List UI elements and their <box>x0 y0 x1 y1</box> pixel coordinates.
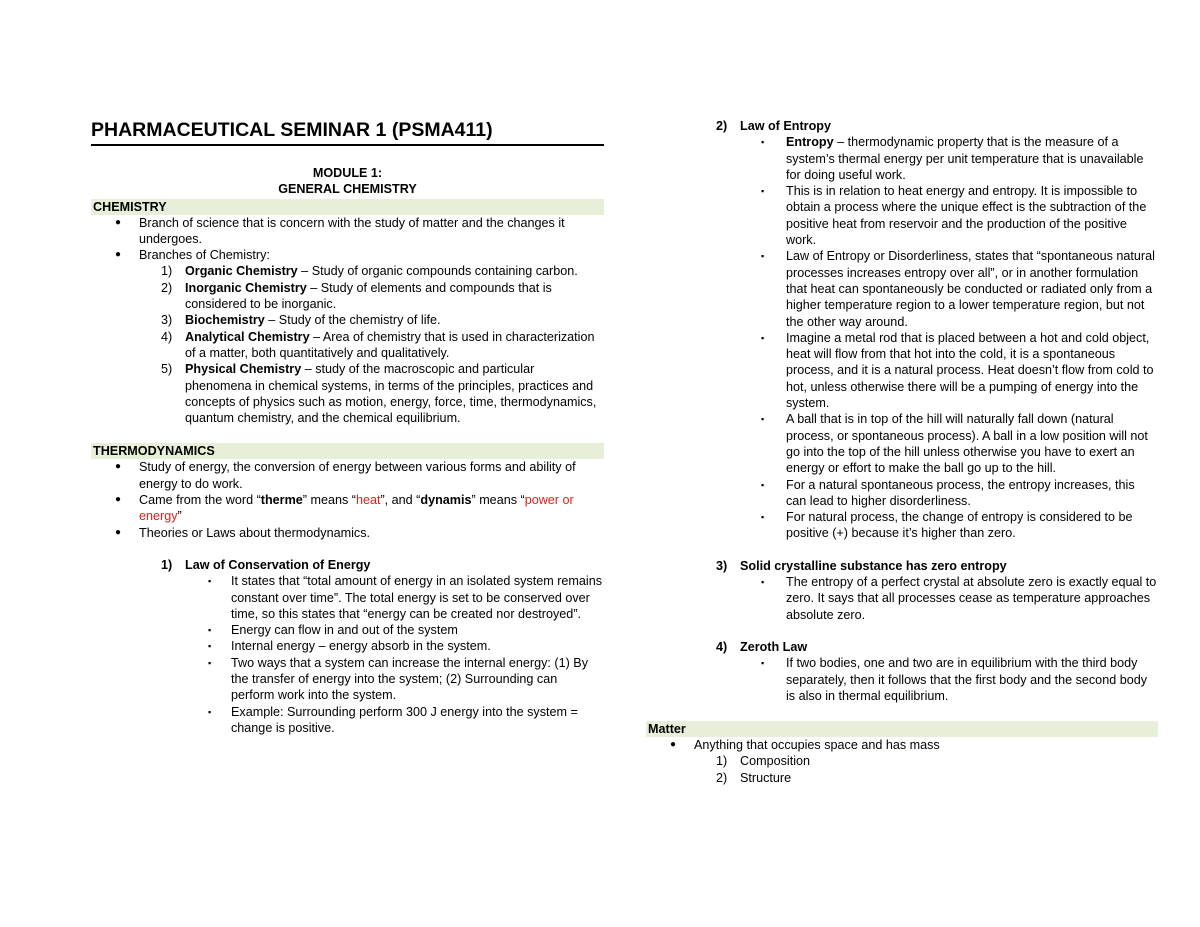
list-item <box>91 459 604 492</box>
list-item <box>646 134 1158 183</box>
item-text: Study of energy, the conversion of energy between various forms and ability of energy to do work. <box>139 460 576 491</box>
left-column <box>91 118 604 736</box>
item-text: Law of Entropy or Disorderliness, states that “spontaneous natural processes increases entropy over all”, or in another formulation that heat can spontaneously be conducted or radiated only from a higher temperature region to a lower temperature region, but not the other way around. <box>786 249 1155 329</box>
item-text: Theories or Laws about thermodynamics. <box>139 525 370 540</box>
list-item <box>91 361 604 426</box>
law-title: Solid crystalline substance has zero entropy <box>740 558 1007 573</box>
square-bullet-icon: ▪ <box>208 576 212 587</box>
item-number: 2) <box>716 770 728 785</box>
item-number: 3) <box>716 558 728 573</box>
list-item <box>91 492 604 525</box>
item-text: For natural process, the change of entropy is considered to be positive (+) because it’s higher than zero. <box>786 510 1133 541</box>
item-text: Composition <box>740 754 810 769</box>
list-item <box>646 509 1158 542</box>
law-heading <box>646 639 1158 655</box>
list-item <box>646 248 1158 329</box>
entropy-term: Entropy <box>786 135 834 150</box>
matter-heading: Matter <box>646 721 1158 737</box>
square-bullet-icon: ▪ <box>208 706 212 717</box>
list-item <box>91 525 604 541</box>
item-text: Branch of science that is concern with the study of matter and the changes it undergoes. <box>139 215 565 246</box>
round-bullet-icon: ● <box>115 461 122 473</box>
item-number: 3) <box>161 313 173 328</box>
square-bullet-icon: ▪ <box>761 186 765 197</box>
text-part: Came from the word “ <box>139 493 261 508</box>
chemistry-heading: CHEMISTRY <box>91 199 604 215</box>
square-bullet-icon: ▪ <box>208 641 212 652</box>
law-heading <box>646 118 1158 134</box>
text-part: ” <box>177 509 182 524</box>
branch-desc: – Study of elements and compounds that is considered to be inorganic. <box>185 280 552 312</box>
round-bullet-icon: ● <box>115 494 122 506</box>
item-text: Imagine a metal rod that is placed between a hot and cold object, heat will flow from that hot into the cold, it is a spontaneous process, and it is a natural process. Heat doesn’t flow from cold to hot, unless otherwise there will be a pumping of energy into the system. <box>786 330 1154 411</box>
square-bullet-icon: ▪ <box>761 512 765 523</box>
text-part: ” means “ <box>471 493 525 508</box>
list-item <box>91 312 604 328</box>
term-heat: heat <box>355 493 381 508</box>
item-text: This is in relation to heat energy and entropy. It is impossible to obtain a process where the unique effect is the subtraction of the positive heat from reservoir and the production of the positive work. <box>786 184 1147 248</box>
thermodynamics-heading: THERMODYNAMICS <box>91 443 604 459</box>
list-item <box>91 280 604 313</box>
law-heading <box>91 557 604 573</box>
list-item <box>91 215 604 248</box>
list-item <box>646 655 1158 704</box>
branch-desc: – Area of chemistry that is used in characterization of a matter, both quantitatively and qualitatively. <box>185 329 595 360</box>
item-text: Branches of Chemistry: <box>139 248 270 263</box>
square-bullet-icon: ▪ <box>761 251 765 262</box>
list-item <box>646 330 1158 411</box>
module-number: MODULE 1: <box>312 166 383 180</box>
document-title: PHARMACEUTICAL SEMINAR 1 (PSMA411) <box>91 118 604 146</box>
item-number: 1) <box>161 264 173 279</box>
item-text: Energy can flow in and out of the system <box>231 623 458 638</box>
list-item <box>91 329 604 362</box>
term-dynamis: dynamis <box>420 493 472 508</box>
list-item <box>91 247 604 263</box>
entropy-desc: – thermodynamic property that is the measure of a system’s thermal energy per unit temperature that is unavailable for doing useful work. <box>786 135 1144 182</box>
branch-desc: – Study of organic compounds containing carbon. <box>297 264 578 279</box>
square-bullet-icon: ▪ <box>761 332 765 343</box>
branch-term: Analytical Chemistry <box>185 329 310 344</box>
item-text: Internal energy – energy absorb in the system. <box>231 639 491 654</box>
branch-desc: – Study of the chemistry of life. <box>264 313 441 328</box>
branch-desc: – study of the macroscopic and particular phenomena in chemical systems, in terms of the principles, practices and concepts of physics such as motion, energy, force, time, thermodynamics, quantum chemistry, and the chemical equilibrium. <box>185 362 597 426</box>
term-therme: therme <box>260 493 303 508</box>
item-text: If two bodies, one and two are in equilibrium with the third body separately, then it follows that the first body and the second body is also in thermal equilibrium. <box>786 656 1148 703</box>
item-number: 1) <box>716 754 728 769</box>
list-item <box>646 753 1158 769</box>
branch-term: Inorganic Chemistry <box>185 280 307 295</box>
branch-term: Organic Chemistry <box>185 264 298 279</box>
list-item <box>646 477 1158 510</box>
list-item <box>646 737 1158 753</box>
right-column <box>646 118 1158 786</box>
item-text: Two ways that a system can increase the internal energy: (1) By the transfer of energy into the system; (2) Surrounding can perform work into the system. <box>231 655 588 703</box>
square-bullet-icon: ▪ <box>761 414 765 425</box>
item-text: Example: Surrounding perform 300 J energy into the system = change is positive. <box>231 704 578 735</box>
list-item <box>91 622 604 638</box>
item-text: The entropy of a perfect crystal at absolute zero is exactly equal to zero. It says that all processes cease as temperature approaches absolute zero. <box>786 575 1157 622</box>
square-bullet-icon: ▪ <box>761 479 765 490</box>
module-name: GENERAL CHEMISTRY <box>278 182 417 197</box>
square-bullet-icon: ▪ <box>208 625 212 636</box>
list-item <box>91 655 604 704</box>
law-title: Zeroth Law <box>740 639 808 654</box>
item-text: Structure <box>740 770 792 785</box>
square-bullet-icon: ▪ <box>761 577 765 588</box>
list-item <box>646 183 1158 248</box>
item-number: 4) <box>716 639 728 654</box>
round-bullet-icon: ● <box>115 526 122 538</box>
list-item <box>91 573 604 622</box>
list-item <box>646 411 1158 476</box>
item-text: For a natural spontaneous process, the entropy increases, this can lead to higher disorderliness. <box>786 477 1135 508</box>
item-text: It states that “total amount of energy in an isolated system remains constant over time”. The total energy is set to be conserved over time, so this states that “energy can be created nor destroyed”. <box>231 574 602 621</box>
list-item <box>646 770 1158 786</box>
item-number: 2) <box>161 280 173 295</box>
item-text: A ball that is in top of the hill will naturally fall down (natural process, or spontaneous process). A ball in a low position will not go into the top of the hill unless otherwise you have to exert an energy or effort to make the ball go up to the hill. <box>786 412 1148 476</box>
round-bullet-icon: ● <box>670 739 677 751</box>
item-number: 4) <box>161 329 173 344</box>
list-item <box>91 638 604 654</box>
square-bullet-icon: ▪ <box>208 657 212 668</box>
item-number: 5) <box>161 362 173 377</box>
branch-term: Physical Chemistry <box>185 362 302 377</box>
item-text: Anything that occupies space and has mass <box>694 738 940 753</box>
item-number: 2) <box>716 119 728 133</box>
text-part: ” means “ <box>302 493 356 508</box>
square-bullet-icon: ▪ <box>761 658 765 669</box>
round-bullet-icon: ● <box>115 249 122 261</box>
law-title: Law of Entropy <box>740 119 831 133</box>
law-title: Law of Conservation of Energy <box>185 557 371 572</box>
round-bullet-icon: ● <box>115 216 122 228</box>
list-item <box>91 263 604 279</box>
branch-term: Biochemistry <box>185 313 265 328</box>
square-bullet-icon: ▪ <box>761 137 765 148</box>
text-part: ”, and “ <box>380 493 421 508</box>
law-heading <box>646 558 1158 574</box>
item-number: 1) <box>161 557 173 572</box>
term-power: power or energy <box>139 493 574 524</box>
list-item <box>91 704 604 737</box>
list-item <box>646 574 1158 623</box>
